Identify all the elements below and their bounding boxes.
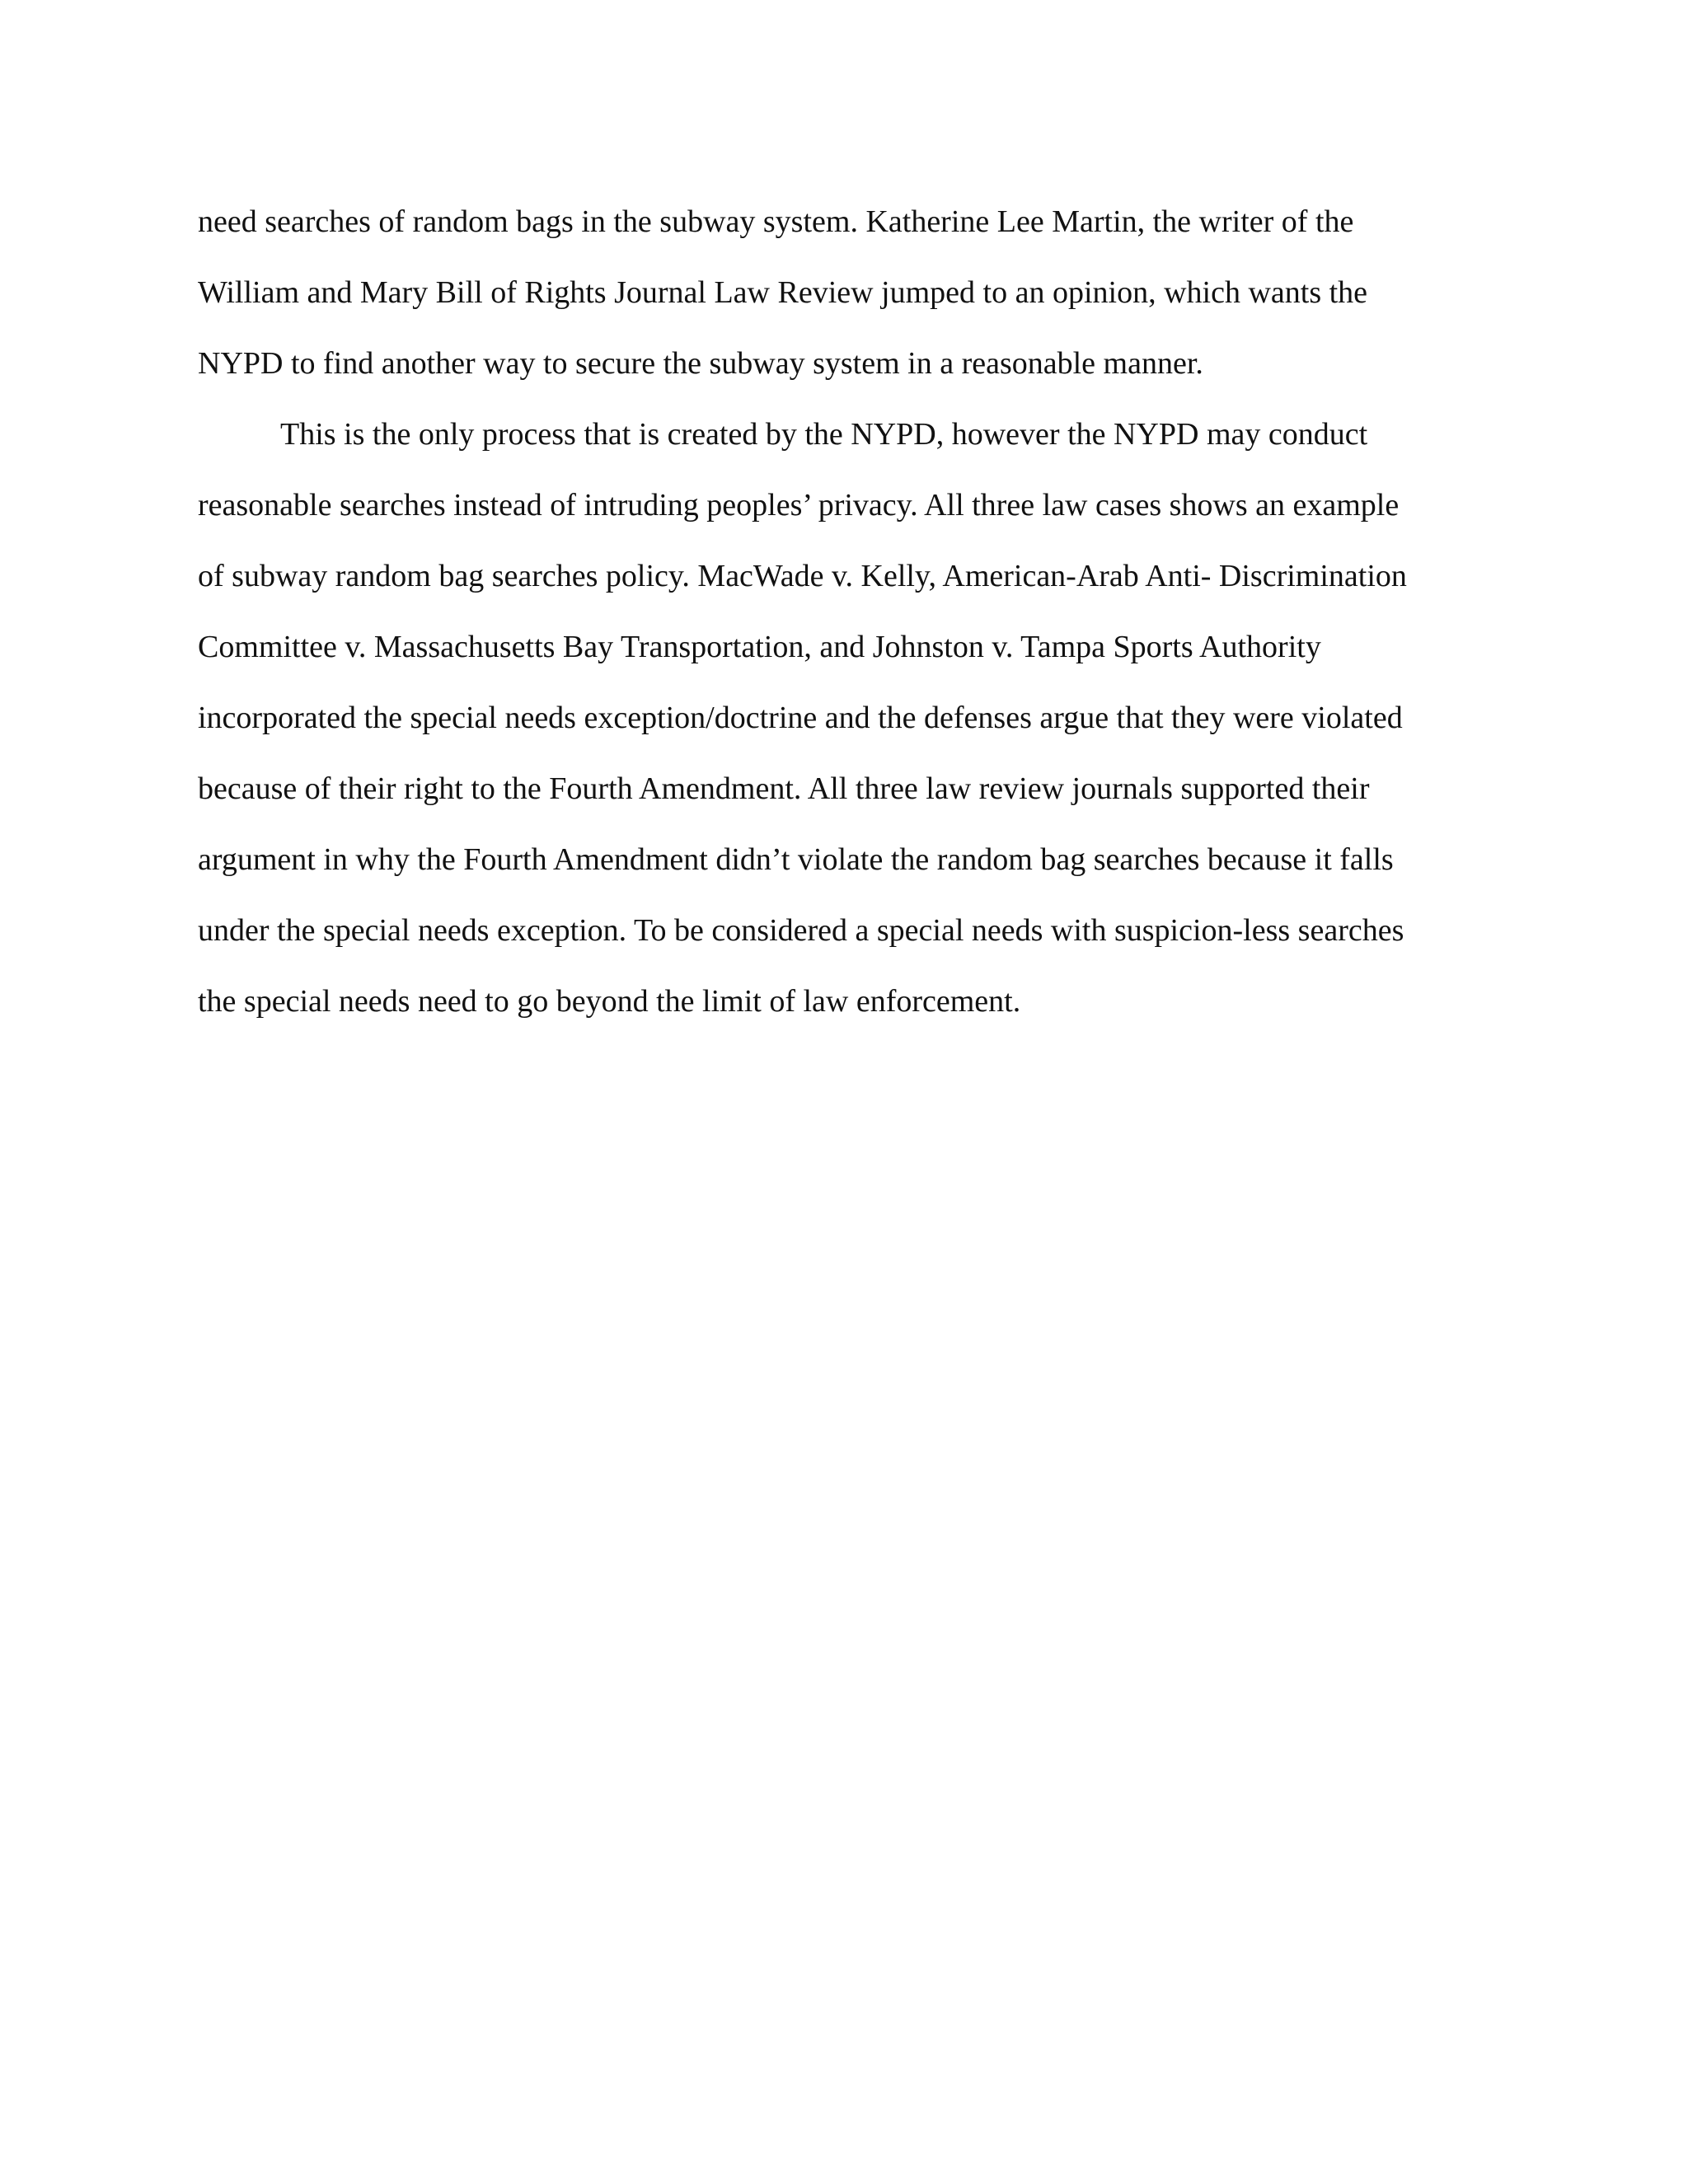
text-line: under the special needs exception. To be considered a special needs with suspicion-less searches <box>198 913 1404 948</box>
text-line: argument in why the Fourth Amendment didn’t violate the random bag searches because it falls <box>198 842 1394 877</box>
text-line: the special needs need to go beyond the limit of law enforcement. <box>198 984 1021 1019</box>
text-line: need searches of random bags in the subway system. Katherine Lee Martin, the writer of the <box>198 204 1354 239</box>
text-line: NYPD to find another way to secure the subway system in a reasonable manner. <box>198 346 1203 381</box>
text-line: of subway random bag searches policy. MacWade v. Kelly, American-Arab Anti- Discrimination <box>198 559 1407 593</box>
text-line: reasonable searches instead of intruding peoples’ privacy. All three law cases shows an example <box>198 488 1400 523</box>
body-text <box>198 186 1484 1037</box>
text-line: incorporated the special needs exception/doctrine and the defenses argue that they were violated <box>198 701 1403 735</box>
text-line: because of their right to the Fourth Amendment. All three law review journals supported their <box>198 771 1370 806</box>
text-line: This is the only process that is created by the NYPD, however the NYPD may conduct <box>280 417 1368 452</box>
paragraph-2 <box>198 399 1484 1037</box>
paragraph-1 <box>198 186 1484 399</box>
text-line: William and Mary Bill of Rights Journal Law Review jumped to an opinion, which wants the <box>198 275 1368 310</box>
text-line: Committee v. Massachusetts Bay Transportation, and Johnston v. Tampa Sports Authority <box>198 630 1321 664</box>
